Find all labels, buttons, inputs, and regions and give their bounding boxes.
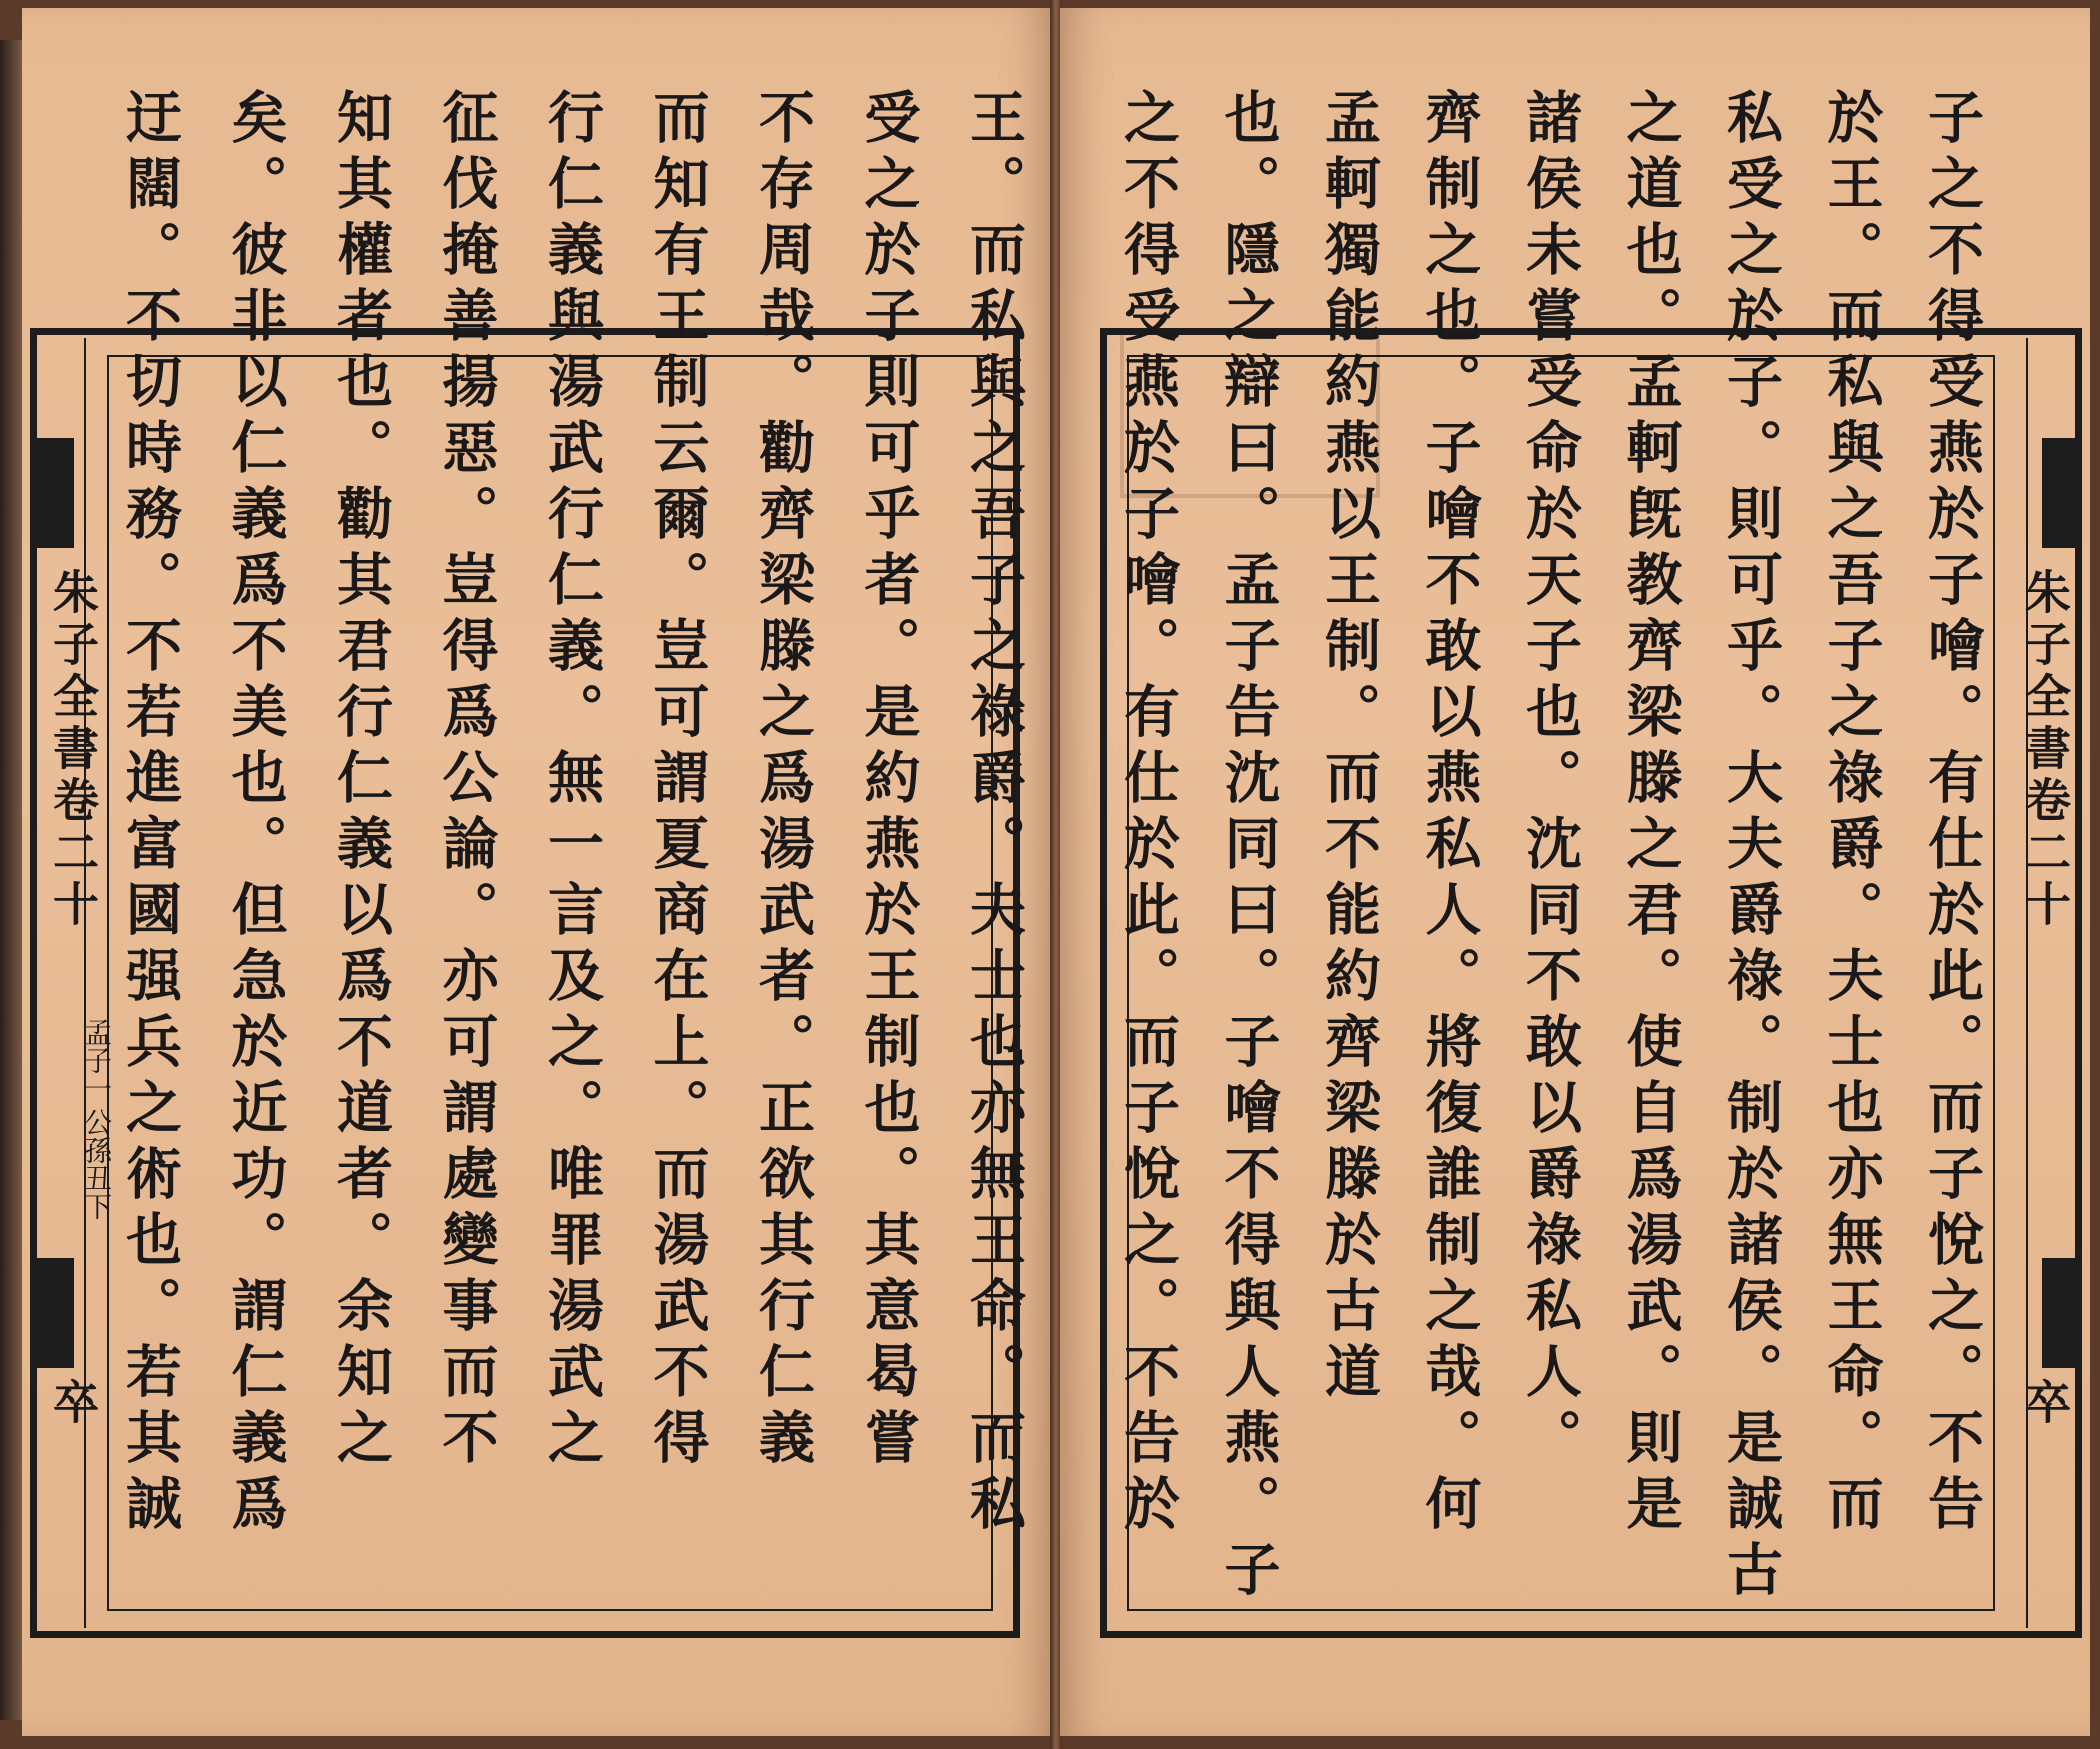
text-column: 行仁義與湯武行仁義。無一言及之。唯罪湯武之 (539, 88, 605, 1474)
text-column: 王。而私與之吾子之祿爵。夫士也亦無王命。而私 (961, 88, 1027, 1540)
text-column: 矣。彼非以仁義爲不美也。但急於近功。謂仁義爲 (222, 88, 289, 1540)
book-edge (0, 40, 22, 1720)
folio-number-right: 卒 (2018, 1378, 2072, 1424)
right-center-column-rule (2026, 338, 2028, 1628)
text-column: 孟軻獨能約燕以王制。而不能約齊梁滕於古道 (1316, 88, 1382, 1408)
text-column: 子之不得受燕於子噲。有仕於此。而子悅之。不告 (1919, 88, 1985, 1540)
text-column: 受之於子則可乎者。是約燕於王制也。其意曷嘗 (855, 88, 922, 1474)
folio-number: 卒 (46, 1378, 100, 1424)
upper-fishtail-mark (34, 438, 74, 548)
text-column: 齊制之也。子噲不敢以燕私人。將復誰制之哉。何 (1416, 88, 1483, 1540)
lower-fishtail-mark (34, 1258, 74, 1368)
text-column: 也。隱之辯曰。孟子告沈同曰。子噲不得與人燕。子 (1215, 88, 1282, 1606)
text-column: 不存周哉。勸齊梁滕之爲湯武者。正欲其行仁義 (750, 88, 816, 1474)
text-column: 而知有王制云爾。豈可謂夏商在上。而湯武不得 (644, 88, 711, 1474)
left-text-columns (102, 88, 1027, 1716)
right-page (1060, 8, 2090, 1736)
text-column: 之不得受燕於子噲。有仕於此。而子悅之。不告於 (1115, 88, 1181, 1540)
book-title-banner: 朱子全書卷二十 (46, 568, 100, 932)
text-column: 私受之於子。則可乎。大夫爵祿。制於諸侯。是誠古 (1718, 88, 1784, 1606)
left-center-column-rule (84, 338, 86, 1628)
book-title-banner-right: 朱子全書卷二十 (2018, 568, 2072, 932)
section-heading: 公孫丑下 (80, 1108, 113, 1220)
text-column: 征伐掩善揚惡。豈得爲公論。亦可謂處變事而不 (433, 88, 500, 1474)
text-column: 諸侯未嘗受命於天子也。沈同不敢以爵祿私人。 (1517, 88, 1583, 1474)
text-column: 知其權者也。勸其君行仁義以爲不道者。余知之 (328, 88, 394, 1474)
left-page (22, 8, 1052, 1736)
text-column: 於王。而私與之吾子之祿爵。夫士也亦無王命。而 (1818, 88, 1885, 1540)
lower-fishtail-mark (2042, 1258, 2082, 1368)
upper-fishtail-mark (2042, 438, 2082, 548)
right-text-columns (1100, 88, 1985, 1716)
text-column: 迂闊。不切時務。不若進富國强兵之術也。若其誠 (117, 88, 183, 1540)
chapter-heading: 孟子一 (80, 1018, 113, 1102)
text-column: 之道也。孟軻旣教齊梁滕之君。使自爲湯武。則是 (1617, 88, 1684, 1540)
